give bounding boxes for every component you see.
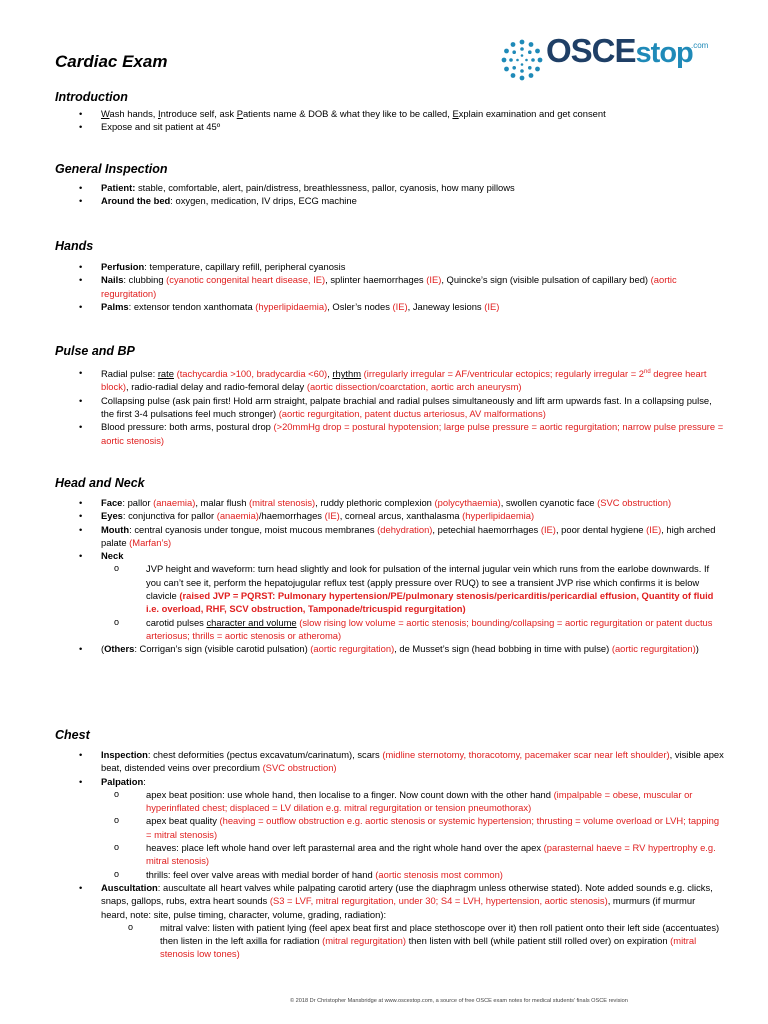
item-label: Mouth xyxy=(101,523,130,535)
heading-pulse-bp: Pulse and BP xyxy=(55,344,135,358)
text-run: P xyxy=(236,108,243,119)
text-run: : Corrigan’s sign (visible carotid pulsation) xyxy=(134,643,311,655)
red-note: nd xyxy=(643,369,651,375)
text-run: atients name & DOB & what they like to be called, xyxy=(242,108,453,119)
red-note: (heaving = outflow obstruction e.g. aortic stenosis or systemic hypertension; thrusting = volume overload or LVH; tapping = mitral stenosis) xyxy=(146,815,720,840)
item-label: Eyes xyxy=(101,510,123,522)
red-note: (tachycardia >100, bradycardia <60) xyxy=(173,368,328,380)
logo-dots-icon xyxy=(500,38,544,82)
list-item xyxy=(74,775,724,788)
red-note: (mitral regurgitation) xyxy=(322,935,406,947)
red-note: (SVC obstruction) xyxy=(262,762,337,774)
text-run: xplain examination and get consent xyxy=(458,108,606,119)
list-chest xyxy=(74,748,724,961)
sub-list-item xyxy=(102,616,724,643)
sub-list-item xyxy=(102,562,724,615)
text-run: , corneal arcus, xanthalasma xyxy=(339,510,463,522)
heading-hands: Hands xyxy=(55,239,94,253)
red-note: (aortic regurgitation) xyxy=(310,643,395,655)
list-item xyxy=(74,394,724,421)
text-run: then listen with bell (while patient still rolled over) on expiration xyxy=(405,935,671,947)
list-item xyxy=(74,509,724,522)
red-note: (anaemia) xyxy=(216,510,259,522)
list-pulse-bp xyxy=(74,366,724,447)
red-note: (irregularly irregular = AF/ventricular ectopics; regularly irregular = 2 xyxy=(361,368,644,380)
text-run: Collapsing pulse (ask pain first! Hold arm straight, palpate brachial and radial pulses simultaneously and lift arm upwards fast. In a collapsing pulse, the first 3-4 pulsations feel much stronger) xyxy=(101,394,712,420)
text-run: apex beat quality xyxy=(146,815,220,827)
text-run: apex beat position: use whole hand, then localise to a finger. Now count down with the other hand xyxy=(146,788,554,800)
text-run: : central cyanosis under tongue, moist mucous membranes xyxy=(129,523,378,535)
page-footer: © 2018 Dr Christopher Mansbridge at www.oscestop.com, a source of free OSCE exam notes for medical students' finals OSCE revision xyxy=(290,998,628,1004)
item-label: Perfusion xyxy=(101,261,145,272)
list-item xyxy=(74,549,724,562)
text-run: : xyxy=(143,775,146,787)
text-run: : extensor tendon xanthomata xyxy=(128,300,256,312)
list-item xyxy=(74,300,724,313)
osce-stop-logo xyxy=(500,32,720,82)
text-run: ash hands, xyxy=(109,108,158,119)
sub-list-item xyxy=(102,814,724,841)
red-note: (S3 = LVF, mitral regurgitation, under 30; S4 = LVH, hypertension, aortic stenosis) xyxy=(269,895,608,907)
text-run: , Janeway lesions xyxy=(407,300,485,312)
text-run: : chest deformities (pectus excavatum/carinatum), scars xyxy=(147,749,383,760)
red-note: (cyanotic congenital heart disease, IE) xyxy=(166,274,326,286)
text-run: ( xyxy=(101,643,105,655)
text-run: , splinter haemorrhages xyxy=(325,274,427,286)
red-note: (IE) xyxy=(540,523,556,535)
text-run: rhythm xyxy=(332,368,362,380)
text-run: , visible apex beat, distended veins over precordium xyxy=(101,749,724,774)
list-item xyxy=(74,748,724,775)
text-run: , malar flush xyxy=(195,497,250,508)
sub-list-item xyxy=(102,868,724,881)
heading-introduction: Introduction xyxy=(55,90,128,104)
red-note: (hyperlipidaemia) xyxy=(462,510,535,522)
list-item xyxy=(74,181,724,194)
text-run: mitral valve: listen with patient lying (feel apex beat first and place stethoscope over it) then roll patient onto their left side (accentuates) then listen in the left axilla for radiation xyxy=(160,921,720,947)
red-note: (IE) xyxy=(484,300,500,312)
item-label: Neck xyxy=(101,550,124,562)
text-run: ) xyxy=(695,643,699,655)
text-run: , swollen cyanotic face xyxy=(500,497,598,508)
text-run: , Quincke’s sign (visible pulsation of capillary bed) xyxy=(441,274,651,286)
text-run: , de Musset’s sign (head bobbing in time with pulse) xyxy=(394,643,612,655)
red-note: (raised JVP = PQRST: Pulmonary hypertension/PE/pulmonary stenosis/pericarditis/pericardial effusion, Quantity of fluid i.e. overload, RHF, SCV obstruction, Tamponade/tricuspid regurgitation) xyxy=(146,590,714,615)
red-note: (aortic dissection/coarctation, aortic arch aneurysm) xyxy=(306,381,522,393)
page-title: Cardiac Exam xyxy=(55,52,168,71)
text-run: /haemorrhages xyxy=(258,510,325,522)
heading-chest: Chest xyxy=(55,728,90,742)
text-run: I xyxy=(158,108,161,119)
list-introduction xyxy=(74,107,724,134)
logo-suffix: .com xyxy=(691,41,709,50)
red-note: (slow rising low volume = aortic stenosis; bounding/collapsing = aortic regurgitation or patent ductus arteriosus; thrills = aortic stenosis or atheroma) xyxy=(146,616,713,641)
list-head-neck xyxy=(74,496,724,656)
logo-accent: stop xyxy=(635,37,693,69)
item-label: Face xyxy=(101,497,123,508)
list-item xyxy=(74,420,724,447)
list-item: • Expose and sit patient at 45º xyxy=(74,120,724,133)
list-item xyxy=(74,107,724,120)
item-label: Around the bed xyxy=(101,195,171,207)
red-note: (>20mmHg drop = postural hypotension; large pulse pressure = aortic regurgitation; narrow pulse pressure = aortic stenosis) xyxy=(101,421,724,446)
list-item xyxy=(74,642,724,655)
red-note: (anaemia) xyxy=(153,497,196,508)
list-item xyxy=(74,273,724,300)
red-note: (aortic regurgitation) xyxy=(611,643,696,655)
text-run: ntroduce self, ask xyxy=(160,108,237,119)
text-run: : oxygen, medication, IV drips, ECG machine xyxy=(170,195,357,207)
item-label: Patient: xyxy=(101,182,136,193)
logo-main: OSCE xyxy=(546,32,636,69)
red-note: (midline sternotomy, thoracotomy, pacemaker scar near left shoulder) xyxy=(382,749,670,760)
sub-list-item xyxy=(116,921,724,961)
red-note: (IE) xyxy=(324,510,340,522)
logo-wordmark xyxy=(546,32,693,70)
heading-head-neck: Head and Neck xyxy=(55,476,145,490)
red-note: (parasternal haeve = RV hypertrophy e.g. mitral stenosis) xyxy=(146,842,716,867)
text-run: rate xyxy=(157,368,174,380)
list-item xyxy=(74,881,724,921)
text-run: carotid pulses xyxy=(146,616,207,628)
text-run: , high arched palate xyxy=(101,523,716,548)
red-note: (aortic regurgitation) xyxy=(101,274,677,299)
list-general-inspection xyxy=(74,181,724,208)
red-note: (polycythaemia) xyxy=(434,497,501,508)
text-run: stable, comfortable, alert, pain/distress, breathlessness, pallor, cyanosis, how many pillows xyxy=(135,182,515,193)
red-note: (hyperlipidaemia) xyxy=(255,300,328,312)
text-run: , Osler’s nodes xyxy=(327,300,393,312)
text-run: , poor dental hygiene xyxy=(555,523,647,535)
red-note: degree heart block) xyxy=(101,368,707,393)
text-run: character and volume xyxy=(206,616,297,628)
text-run: Blood pressure: both arms, postural drop xyxy=(101,421,274,433)
text-run: heaves: place left whole hand over left parasternal area and the right whole hand over the apex xyxy=(146,842,544,854)
sub-list-item xyxy=(102,841,724,868)
red-note: (mitral stenosis) xyxy=(249,497,316,508)
list-item xyxy=(74,194,724,207)
list-hands xyxy=(74,260,724,313)
list-item xyxy=(74,366,724,394)
red-note: (mitral stenosis low tones) xyxy=(160,935,697,960)
red-note: (IE) xyxy=(646,523,662,535)
text-run: JVP height and waveform: turn head slightly and look for pulsation of the internal jugular vein which runs from the earlobe downwards. If you can’t see it, perform the hepatojugular reflux test (apply pressure over RUQ) to see a transient JVP rise which confirms it is below clavicle xyxy=(146,563,710,602)
red-note: (dehydration) xyxy=(377,523,433,535)
list-item xyxy=(74,523,724,550)
red-note: (Marfan’s) xyxy=(129,536,172,548)
red-note: (IE) xyxy=(392,300,408,312)
text-run: thrills: feel over valve areas with medial border of hand xyxy=(146,868,376,880)
list-item xyxy=(74,496,724,509)
text-run: Radial pulse: xyxy=(101,368,158,380)
red-note: (SVC obstruction) xyxy=(597,497,672,508)
text-run: : temperature, capillary refill, peripheral cyanosis xyxy=(144,261,346,272)
text-run: , ruddy plethoric complexion xyxy=(315,497,435,508)
sub-list-item xyxy=(102,788,724,815)
text-run: , petechial haemorrhages xyxy=(432,523,541,535)
text-run: W xyxy=(101,108,110,119)
list-item xyxy=(74,260,724,273)
item-label: Others xyxy=(104,643,135,655)
red-note: (IE) xyxy=(426,274,442,286)
item-label: Inspection xyxy=(101,749,148,760)
red-note: (aortic stenosis most common) xyxy=(375,868,503,880)
text-run: , radio-radial delay and radio-femoral delay xyxy=(126,381,307,393)
item-label: Palms xyxy=(101,300,129,312)
text-run: : pallor xyxy=(122,497,154,508)
red-note: (impalpable = obese, muscular or hyperinflated chest; displaced = LV dilation e.g. mitral regurgitation or tension pneumothorax) xyxy=(146,788,693,814)
text-run: , murmurs (if murmur heard, note: site, pulse timing, character, volume, grading, radiation): xyxy=(101,895,696,920)
item-label: Auscultation xyxy=(101,881,158,893)
text-run: : clubbing xyxy=(123,274,167,286)
item-label: Nails xyxy=(101,274,124,286)
text-run: , xyxy=(327,368,333,380)
text-run: E xyxy=(452,108,459,119)
red-note: (aortic regurgitation, patent ductus arteriosus, AV malformations) xyxy=(278,408,546,420)
text-run: : conjunctiva for pallor xyxy=(122,510,217,522)
item-label: Palpation xyxy=(101,775,144,787)
text-run: : auscultate all heart valves while palpating carotid artery (use the diaphragm unless otherwise stated). Note added sounds e.g. clicks, snaps, gallops, rubs, extra heart sounds xyxy=(101,881,713,907)
heading-general-inspection: General Inspection xyxy=(55,162,168,176)
